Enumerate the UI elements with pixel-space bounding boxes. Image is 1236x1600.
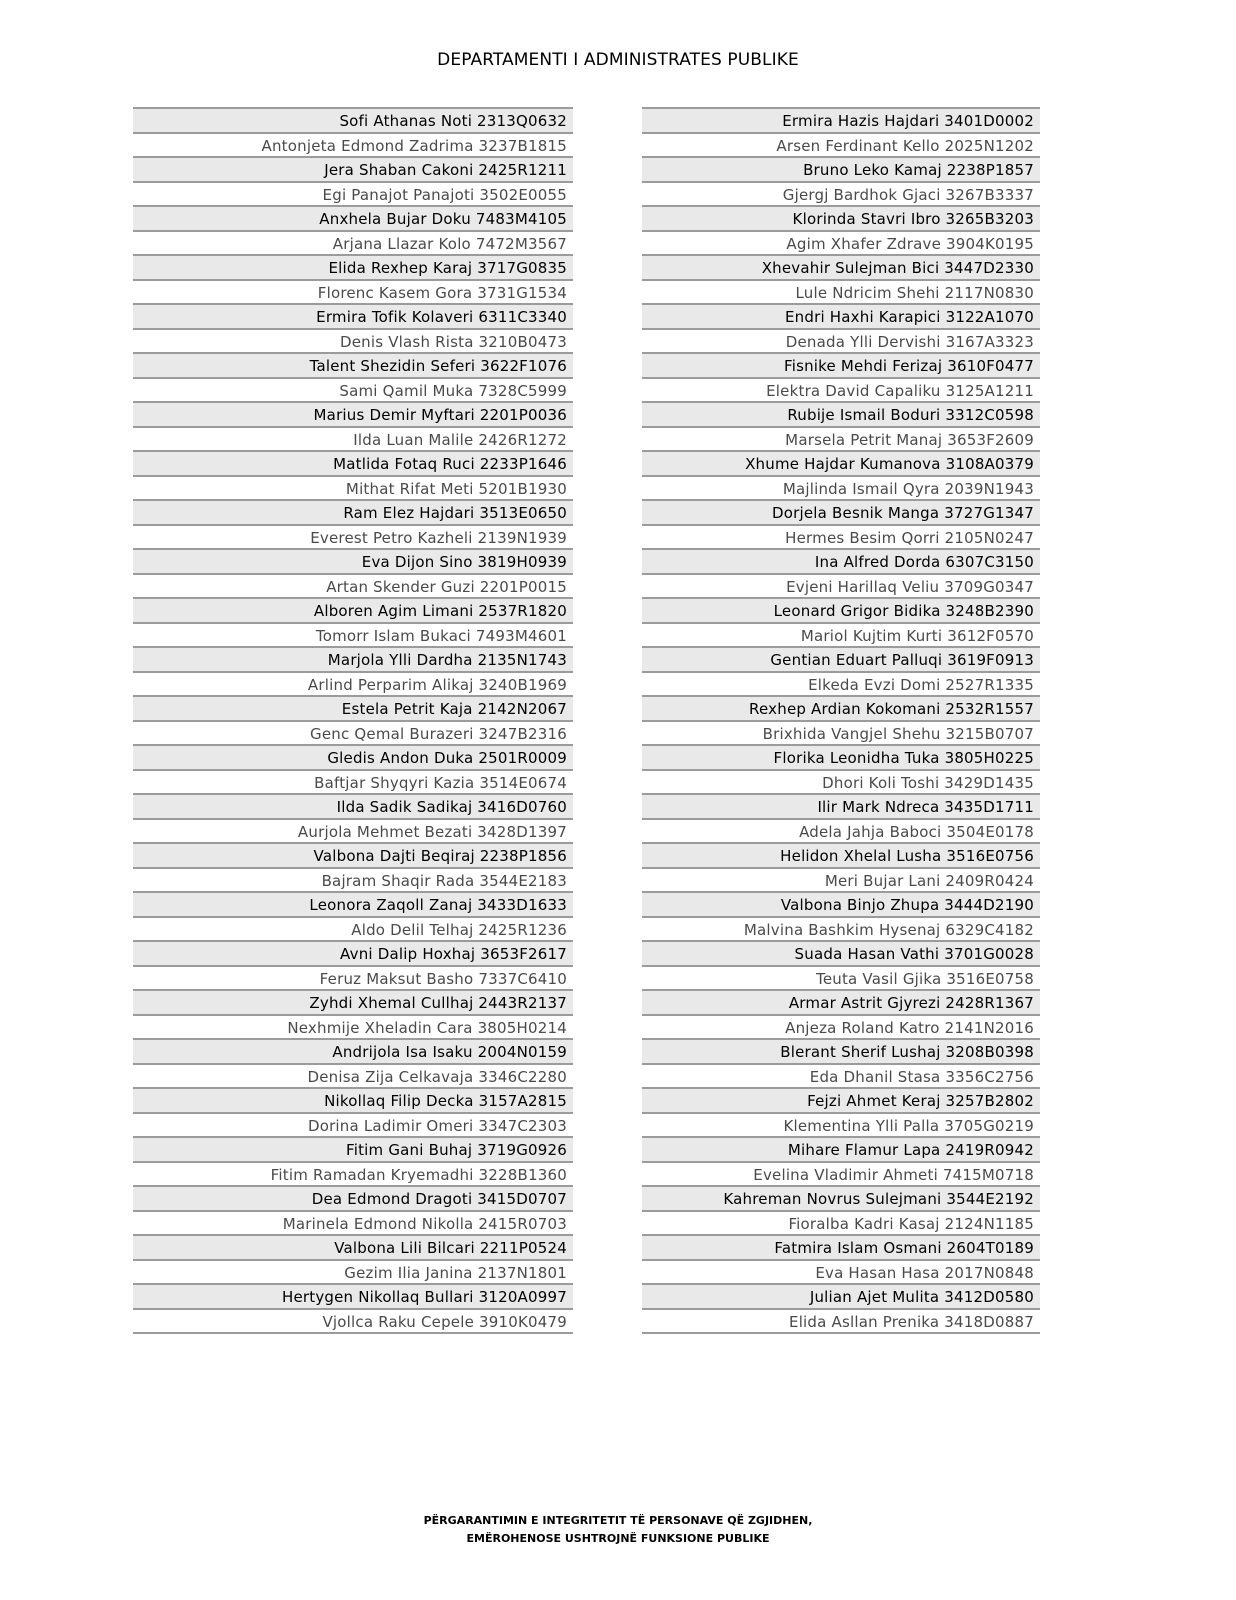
list-item: Leonora Zaqoll Zanaj 3433D1633	[133, 893, 573, 918]
list-item: Mariol Kujtim Kurti 3612F0570	[642, 624, 1040, 649]
list-item: Marinela Edmond Nikolla 2415R0703	[133, 1212, 573, 1237]
list-item: Anjeza Roland Katro 2141N2016	[642, 1016, 1040, 1041]
list-item: Hermes Besim Qorri 2105N0247	[642, 526, 1040, 551]
left-name-list	[133, 107, 573, 1334]
list-item: Ilda Luan Malile 2426R1272	[133, 428, 573, 453]
list-item: Rubije Ismail Boduri 3312C0598	[642, 403, 1040, 428]
list-item: Dorina Ladimir Omeri 3347C2303	[133, 1114, 573, 1139]
list-item: Fejzi Ahmet Keraj 3257B2802	[642, 1089, 1040, 1114]
list-item: Talent Shezidin Seferi 3622F1076	[133, 354, 573, 379]
list-item: Denisa Zija Celkavaja 3346C2280	[133, 1065, 573, 1090]
list-item: Baftjar Shyqyri Kazia 3514E0674	[133, 771, 573, 796]
list-item: Fitim Ramadan Kryemadhi 3228B1360	[133, 1163, 573, 1188]
list-item: Sami Qamil Muka 7328C5999	[133, 379, 573, 404]
list-item: Fioralba Kadri Kasaj 2124N1185	[642, 1212, 1040, 1237]
list-item: Adela Jahja Baboci 3504E0178	[642, 820, 1040, 845]
list-item: Dorjela Besnik Manga 3727G1347	[642, 501, 1040, 526]
list-item: Sofi Athanas Noti 2313Q0632	[133, 109, 573, 134]
list-item: Antonjeta Edmond Zadrima 3237B1815	[133, 134, 573, 159]
list-item: Eva Hasan Hasa 2017N0848	[642, 1261, 1040, 1286]
list-item: Kahreman Novrus Sulejmani 3544E2192	[642, 1187, 1040, 1212]
list-item: Evjeni Harillaq Veliu 3709G0347	[642, 575, 1040, 600]
list-item: Arjana Llazar Kolo 7472M3567	[133, 232, 573, 257]
list-item: Gentian Eduart Palluqi 3619F0913	[642, 648, 1040, 673]
list-item: Florenc Kasem Gora 3731G1534	[133, 281, 573, 306]
footer-line-2: EMËROHENOSE USHTROJNË FUNKSIONE PUBLIKE	[466, 1532, 770, 1545]
list-item: Eda Dhanil Stasa 3356C2756	[642, 1065, 1040, 1090]
list-item: Ermira Hazis Hajdari 3401D0002	[642, 109, 1040, 134]
list-item: Klorinda Stavri Ibro 3265B3203	[642, 207, 1040, 232]
list-item: Fisnike Mehdi Ferizaj 3610F0477	[642, 354, 1040, 379]
list-item: Nikollaq Filip Decka 3157A2815	[133, 1089, 573, 1114]
list-item: Elkeda Evzi Domi 2527R1335	[642, 673, 1040, 698]
list-item: Denis Vlash Rista 3210B0473	[133, 330, 573, 355]
list-item: Brixhida Vangjel Shehu 3215B0707	[642, 722, 1040, 747]
list-item: Leonard Grigor Bidika 3248B2390	[642, 599, 1040, 624]
list-item: Ram Elez Hajdari 3513E0650	[133, 501, 573, 526]
footer	[0, 1512, 1236, 1548]
list-item: Eva Dijon Sino 3819H0939	[133, 550, 573, 575]
list-item: Ina Alfred Dorda 6307C3150	[642, 550, 1040, 575]
list-item: Lule Ndricim Shehi 2117N0830	[642, 281, 1040, 306]
list-item: Elektra David Capaliku 3125A1211	[642, 379, 1040, 404]
list-item: Arlind Perparim Alikaj 3240B1969	[133, 673, 573, 698]
list-item: Elida Asllan Prenika 3418D0887	[642, 1310, 1040, 1335]
list-item: Dhori Koli Toshi 3429D1435	[642, 771, 1040, 796]
list-item: Artan Skender Guzi 2201P0015	[133, 575, 573, 600]
list-item: Helidon Xhelal Lusha 3516E0756	[642, 844, 1040, 869]
list-item: Endri Haxhi Karapici 3122A1070	[642, 305, 1040, 330]
list-item: Meri Bujar Lani 2409R0424	[642, 869, 1040, 894]
list-item: Vjollca Raku Cepele 3910K0479	[133, 1310, 573, 1335]
list-item: Klementina Ylli Palla 3705G0219	[642, 1114, 1040, 1139]
list-item: Aldo Delil Telhaj 2425R1236	[133, 918, 573, 943]
list-item: Rexhep Ardian Kokomani 2532R1557	[642, 697, 1040, 722]
list-item: Majlinda Ismail Qyra 2039N1943	[642, 477, 1040, 502]
list-item: Fitim Gani Buhaj 3719G0926	[133, 1138, 573, 1163]
list-item: Denada Ylli Dervishi 3167A3323	[642, 330, 1040, 355]
list-item: Egi Panajot Panajoti 3502E0055	[133, 183, 573, 208]
list-item: Malvina Bashkim Hysenaj 6329C4182	[642, 918, 1040, 943]
list-item: Fatmira Islam Osmani 2604T0189	[642, 1236, 1040, 1261]
list-item: Hertygen Nikollaq Bullari 3120A0997	[133, 1285, 573, 1310]
list-item: Andrijola Isa Isaku 2004N0159	[133, 1040, 573, 1065]
list-item: Xhevahir Sulejman Bici 3447D2330	[642, 256, 1040, 281]
list-item: Suada Hasan Vathi 3701G0028	[642, 942, 1040, 967]
list-item: Anxhela Bujar Doku 7483M4105	[133, 207, 573, 232]
list-item: Ermira Tofik Kolaveri 6311C3340	[133, 305, 573, 330]
list-item: Bajram Shaqir Rada 3544E2183	[133, 869, 573, 894]
list-item: Valbona Binjo Zhupa 3444D2190	[642, 893, 1040, 918]
list-item: Marius Demir Myftari 2201P0036	[133, 403, 573, 428]
list-item: Gezim Ilia Janina 2137N1801	[133, 1261, 573, 1286]
list-item: Mihare Flamur Lapa 2419R0942	[642, 1138, 1040, 1163]
list-item: Alboren Agim Limani 2537R1820	[133, 599, 573, 624]
list-item: Blerant Sherif Lushaj 3208B0398	[642, 1040, 1040, 1065]
list-item: Gledis Andon Duka 2501R0009	[133, 746, 573, 771]
list-item: Dea Edmond Dragoti 3415D0707	[133, 1187, 573, 1212]
list-item: Feruz Maksut Basho 7337C6410	[133, 967, 573, 992]
list-item: Everest Petro Kazheli 2139N1939	[133, 526, 573, 551]
list-item: Teuta Vasil Gjika 3516E0758	[642, 967, 1040, 992]
list-item: Ilir Mark Ndreca 3435D1711	[642, 795, 1040, 820]
list-item: Agim Xhafer Zdrave 3904K0195	[642, 232, 1040, 257]
list-item: Marsela Petrit Manaj 3653F2609	[642, 428, 1040, 453]
list-item: Gjergj Bardhok Gjaci 3267B3337	[642, 183, 1040, 208]
list-item: Matlida Fotaq Ruci 2233P1646	[133, 452, 573, 477]
list-item: Mithat Rifat Meti 5201B1930	[133, 477, 573, 502]
list-item: Estela Petrit Kaja 2142N2067	[133, 697, 573, 722]
right-name-list	[642, 107, 1040, 1334]
list-item: Valbona Lili Bilcari 2211P0524	[133, 1236, 573, 1261]
list-item: Julian Ajet Mulita 3412D0580	[642, 1285, 1040, 1310]
list-item: Zyhdi Xhemal Cullhaj 2443R2137	[133, 991, 573, 1016]
list-item: Elida Rexhep Karaj 3717G0835	[133, 256, 573, 281]
footer-line-1: PËRGARANTIMIN E INTEGRITETIT TË PERSONAVE QË ZGJIDHEN,	[423, 1514, 813, 1527]
list-item: Aurjola Mehmet Bezati 3428D1397	[133, 820, 573, 845]
list-item: Evelina Vladimir Ahmeti 7415M0718	[642, 1163, 1040, 1188]
list-item: Xhume Hajdar Kumanova 3108A0379	[642, 452, 1040, 477]
list-item: Florika Leonidha Tuka 3805H0225	[642, 746, 1040, 771]
list-item: Nexhmije Xheladin Cara 3805H0214	[133, 1016, 573, 1041]
list-item: Tomorr Islam Bukaci 7493M4601	[133, 624, 573, 649]
list-item: Armar Astrit Gjyrezi 2428R1367	[642, 991, 1040, 1016]
list-item: Genc Qemal Burazeri 3247B2316	[133, 722, 573, 747]
list-item: Marjola Ylli Dardha 2135N1743	[133, 648, 573, 673]
list-item: Jera Shaban Cakoni 2425R1211	[133, 158, 573, 183]
list-item: Bruno Leko Kamaj 2238P1857	[642, 158, 1040, 183]
list-item: Ilda Sadik Sadikaj 3416D0760	[133, 795, 573, 820]
page-title: DEPARTAMENTI I ADMINISTRATES PUBLIKE	[437, 50, 799, 70]
list-item: Avni Dalip Hoxhaj 3653F2617	[133, 942, 573, 967]
list-item: Valbona Dajti Beqiraj 2238P1856	[133, 844, 573, 869]
list-item: Arsen Ferdinant Kello 2025N1202	[642, 134, 1040, 159]
